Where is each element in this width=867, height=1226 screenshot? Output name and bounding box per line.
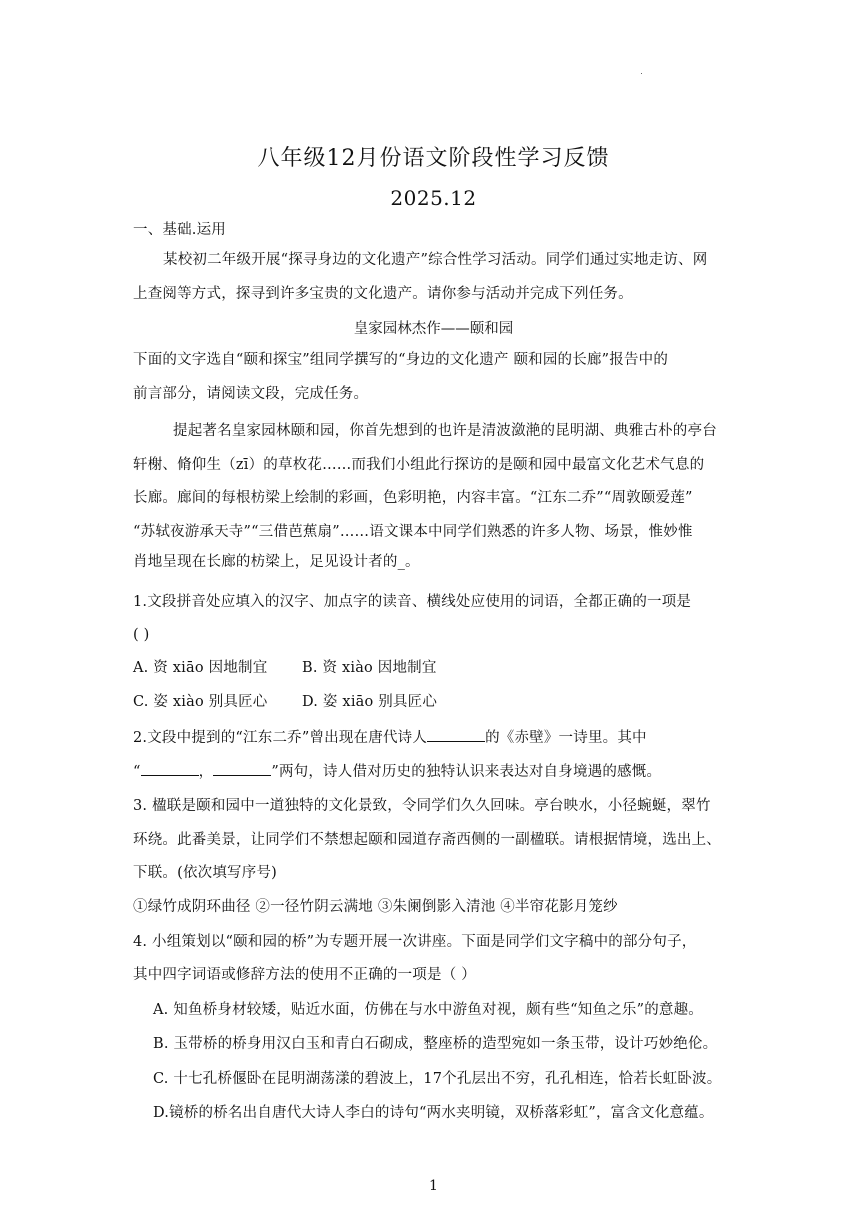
question-2-line-1 (133, 727, 647, 748)
question-2-rest: ”两句，诗人借对历史的独特认识来表达对自身境遇的感慨。 (271, 764, 662, 780)
question-4-option-c: C. 十七孔桥偃卧在昆明湖荡漾的碧波上，17个孔层出不穷，孔孔相连，恰若长虹卧波。 (153, 1071, 722, 1087)
question-2-line-2 (133, 761, 661, 782)
question-4-option-d: D.镜桥的桥名出自唐代大诗人李白的诗句“两水夹明镜，双桥落彩虹”，富含文化意蕴。 (153, 1105, 714, 1121)
question-3-line-1: 3. 楹联是颐和园中一道独特的文化景致，令同学们久久回味。亭台映水，小径蜿蜒，翠竹 (133, 798, 711, 814)
intro-line-1: 某校初二年级开展“探寻身边的文化遗产”综合性学习活动。同学们通过实地走访、网 (163, 252, 708, 268)
question-1-stem: 1.文段拼音处应填入的汉字、加点字的读音、横线处应使用的词语，全都正确的一项是 (133, 594, 692, 610)
answer-blank-poet (427, 727, 485, 742)
question-4-line-2: 其中四字词语或修辞方法的使用不正确的一项是（ ） (133, 967, 476, 983)
answer-blank-line-b (213, 761, 271, 776)
lead-line-1: 下面的文字选自“颐和探宝”组同学撰写的“身边的文化遗产 颐和园的长廊”报告中的 (133, 352, 669, 368)
question-4-option-b: B. 玉带桥的桥身用汉白玉和青白石砌成，整座桥的造型宛如一条玉带，设计巧妙绝伦。 (153, 1036, 718, 1052)
question-3-line-3: 下联。(依次填写序号) (133, 865, 278, 881)
section-heading: 一、基础.运用 (133, 222, 227, 238)
passage-subtitle: 皇家园林杰作——颐和园 (353, 321, 514, 337)
question-1-option-a: A. 资 xiāo 因地制宜 (133, 660, 268, 676)
passage-line-2: 轩榭、脩仰生（zī）的草枚花……而我们小组此行探访的是颐和园中最富文化艺术气息的 (133, 457, 705, 473)
passage-line-5: 肖地呈现在长廊的枋梁上，足见设计者的_。 (133, 554, 420, 570)
quote-open: “ (133, 764, 141, 780)
question-3-options: ①绿竹成阴环曲径 ②一径竹阴云满地 ③朱阑倒影入清池 ④半帘花影月笼纱 (133, 899, 618, 915)
quote-comma: ， (198, 764, 214, 780)
question-2-prefix: 2.文段中提到的“江东二乔”曾出现在唐代诗人 (133, 730, 428, 746)
scan-speck (641, 73, 642, 74)
page-title: 八年级12月份语文阶段性学习反馈 (257, 146, 610, 171)
answer-blank-line-a (141, 761, 199, 776)
passage-line-4: “苏轼夜游承天寺”“三借芭蕉扇”……语文课本中同学们熟悉的许多人物、场景，惟妙惟 (133, 524, 693, 540)
question-1-option-c: C. 姿 xiào 别具匠心 (133, 694, 268, 710)
question-3-line-2: 环绕。此番美景，让同学们不禁想起颐和园道存斋西侧的一副楹联。请根据情境，选出上、 (133, 832, 721, 848)
lead-line-2: 前言部分，请阅读文段，完成任务。 (133, 386, 369, 402)
question-4-option-a: A. 知鱼桥身材较矮，贴近水面，仿佛在与水中游鱼对视，颇有些“知鱼之乐”的意趣。 (153, 1002, 704, 1018)
question-1-answer-paren: ( ) (133, 627, 150, 643)
question-2-middle: 的《赤壁》一诗里。其中 (485, 730, 647, 746)
question-1-option-d: D. 姿 xiāo 别具匠心 (302, 694, 438, 710)
page-number: 1 (429, 1178, 438, 1194)
question-1-option-b: B. 资 xiào 因地制宜 (302, 660, 437, 676)
passage-line-3: 长廊。廊间的每根枋梁上绘制的彩画，色彩明艳，内容丰富。“江东二乔”“周敦颐爱莲” (133, 490, 693, 506)
intro-line-2: 上查阅等方式，探寻到许多宝贵的文化遗产。请你参与活动并完成下列任务。 (133, 286, 633, 302)
page-date: 2025.12 (390, 186, 477, 210)
question-4-line-1: 4. 小组策划以“颐和园的桥”为专题开展一次讲座。下面是同学们文字稿中的部分句子， (133, 934, 697, 950)
passage-line-1: 提起著名皇家园林颐和园，你首先想到的也许是清波潋滟的昆明湖、典雅古朴的亭台 (173, 423, 717, 439)
